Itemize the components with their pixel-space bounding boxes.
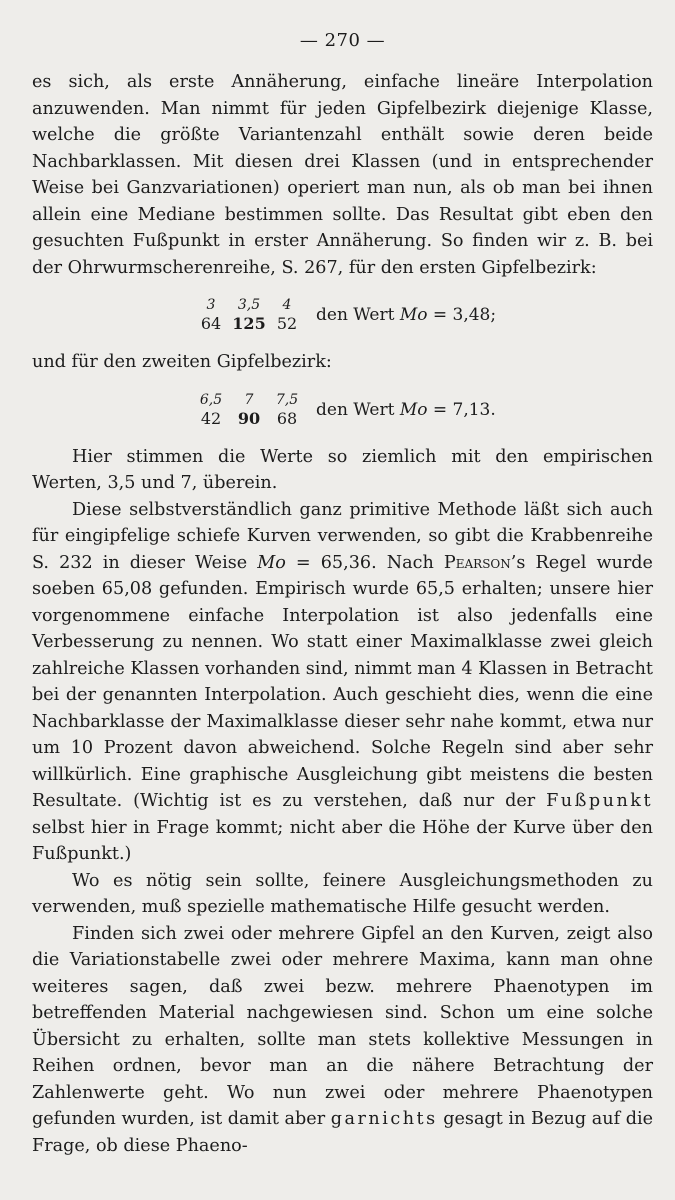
formula-column	[230, 296, 268, 334]
class-count: 90	[237, 408, 261, 428]
paragraph-1: es sich, als erste Annäherung, einfache lineäre Interpolation anzuwenden. Man nimmt für jeden Gipfelbezirk diejenige Klasse, welche die größte Variantenzahl enthält sowie deren beide Nachbarklassen. Mit diesen drei Klassen (und in entsprechender Weise bei Ganzvariationen) operiert man nun, als ob man bei ihnen allein eine Mediane bestimmen sollte. Das Resultat gibt eben den gesuchten Fußpunkt in erster Annäherung. So finden wir z. B. bei der Ohrwurmscherenreihe, S. 267, für den ersten Gipfelbezirk:	[32, 72, 653, 278]
formula-result: den Wert Mo = 7,13.	[316, 399, 496, 420]
class-value: 3,5	[237, 297, 261, 313]
paragraph-5: Wo es nötig sein sollte, feinere Ausgleichungsmethoden zu verwenden, muß spezielle mathematische Hilfe gesucht werden.	[32, 870, 653, 917]
class-value: 6,5	[199, 391, 223, 408]
formula-second-peak	[192, 386, 653, 434]
class-count: 64	[200, 314, 222, 333]
class-value: 3	[206, 297, 216, 313]
page-number: — 270 —	[299, 30, 386, 51]
formula-result: den Wert Mo = 3,48;	[316, 305, 497, 325]
class-count: 42	[200, 408, 222, 428]
class-value: 7,5	[275, 391, 299, 408]
paragraph-4: Diese selbstverständlich ganz primitive Methode läßt sich auch für eingipfelige schiefe Kurven verwenden, so gibt die Krabbenreihe S. 232 in dieser Weise Mo = 65,36. Nach Pearson’s Regel wurde soeben 65,08 gefunden. Empirisch wurde 65,5 erhalten; unsere hier vorgenommene einfache Interpolation ist also jedenfalls eine Verbesserung zu nennen. Wo statt einer Maximalklasse zwei gleich zahlreiche Klassen vorhanden sind, nimmt man 4 Klassen in Betracht bei der genannten Interpolation. Auch geschieht dies, wenn die eine Nachbarklasse der Maximalklasse dieser sehr nahe kommt, etwa nur um 10 Prozent davon abweichend. Solche Regeln sind aber sehr willkürlich. Eine graphische Ausgleichung gibt meistens die besten Resultate. (Wichtig ist es zu verstehen, daß nur der Fußpunkt selbst hier in Frage kommt; nicht aber die Höhe der Kurve über den Fußpunkt.)	[32, 499, 654, 864]
paragraph-3: Hier stimmen die Werte so ziemlich mit den empirischen Werten, 3,5 und 7, überein.	[32, 446, 653, 493]
class-count: 125	[232, 314, 266, 333]
class-value: 4	[282, 297, 292, 313]
class-value: 7	[244, 391, 254, 408]
class-count: 68	[276, 408, 298, 428]
paragraph-6: Finden sich zwei oder mehrere Gipfel an den Kurven, zeigt also die Variationstabelle zwei oder mehrere Maxima, kann man ohne weiteres sagen, daß zwei bezw. mehrere Phaenotypen im betreffenden Material nachgewiesen sind. Schon um eine solche Übersicht zu erhalten, sollte man stets kollektive Messungen in Reihen ordnen, bevor man an die nähere Betrachtung der Zahlenwerte geht. Wo nun zwei oder mehrere Phaenotypen gefunden wurden, ist damit aber garnichts gesagt in Bezug auf die Frage, ob diese Phaeno-	[32, 923, 653, 1156]
formula-first-peak	[192, 291, 653, 339]
formula-column	[268, 296, 306, 334]
class-count: 52	[276, 314, 298, 333]
formula-column	[268, 391, 306, 429]
formula-column	[230, 391, 268, 429]
formula-column	[192, 391, 230, 429]
formula-column	[192, 296, 230, 334]
paragraph-2: und für den zweiten Gipfelbezirk:	[32, 352, 332, 372]
